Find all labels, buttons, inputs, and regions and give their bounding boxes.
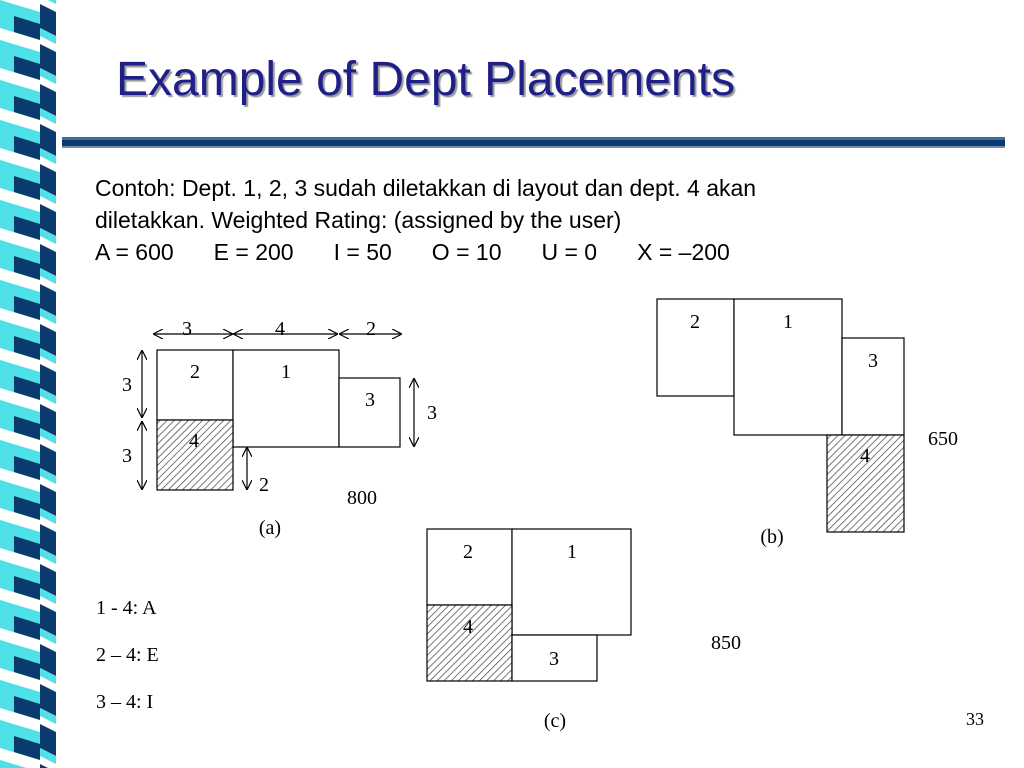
weight-x: X = –200 bbox=[637, 239, 730, 265]
score-a: 800 bbox=[347, 487, 377, 509]
score-b: 650 bbox=[928, 428, 958, 450]
dept-4-label-b: 4 bbox=[860, 445, 870, 467]
dim-bottom-a: 2 bbox=[259, 474, 269, 496]
relationship-1-4: 1 - 4: A bbox=[96, 597, 157, 619]
dim-top-2-a: 4 bbox=[275, 318, 285, 340]
caption-b: (b) bbox=[760, 526, 784, 548]
layout-c bbox=[427, 529, 741, 732]
dept-3-label-a: 3 bbox=[365, 389, 375, 411]
slide-number: 33 bbox=[966, 709, 984, 729]
intro-line-2: diletakkan. Weighted Rating: (assigned by the user) bbox=[95, 207, 622, 233]
dim-left-2-a: 3 bbox=[122, 445, 132, 467]
relationship-2-4: 2 – 4: E bbox=[96, 644, 159, 666]
dim-right-a: 3 bbox=[427, 402, 437, 424]
dept-3-label-c: 3 bbox=[549, 648, 559, 670]
dim-left-1-a: 3 bbox=[122, 374, 132, 396]
dept-1-label-b: 1 bbox=[783, 311, 793, 333]
dept-1-label-a: 1 bbox=[281, 361, 291, 383]
layout-b bbox=[657, 299, 958, 548]
dept-2-label-b: 2 bbox=[690, 311, 700, 333]
weight-a: A = 600 bbox=[95, 239, 174, 265]
weight-i: I = 50 bbox=[333, 239, 392, 265]
dim-top-1-a: 3 bbox=[182, 318, 192, 340]
caption-c: (c) bbox=[543, 710, 567, 732]
layout-a bbox=[122, 318, 437, 539]
caption-a: (a) bbox=[258, 517, 282, 539]
dim-top-3-a: 2 bbox=[366, 318, 376, 340]
weight-e: E = 200 bbox=[213, 239, 294, 265]
weight-u: U = 0 bbox=[541, 239, 598, 265]
dept-2-label-a: 2 bbox=[190, 361, 200, 383]
dept-1-label-c: 1 bbox=[567, 541, 577, 563]
dept-2-label-c: 2 bbox=[463, 541, 473, 563]
intro-line-1: Contoh: Dept. 1, 2, 3 sudah diletakkan di layout dan dept. 4 akan bbox=[95, 175, 757, 201]
dept-4-label-a: 4 bbox=[189, 430, 199, 452]
weight-o: O = 10 bbox=[431, 239, 502, 265]
dept-4-label-c: 4 bbox=[463, 616, 473, 638]
relationship-3-4: 3 – 4: I bbox=[96, 691, 154, 713]
slide-title: Example of Dept Placements bbox=[116, 53, 735, 106]
dept-3-label-b: 3 bbox=[868, 350, 878, 372]
relationship-list bbox=[96, 597, 159, 738]
score-c: 850 bbox=[711, 632, 741, 654]
